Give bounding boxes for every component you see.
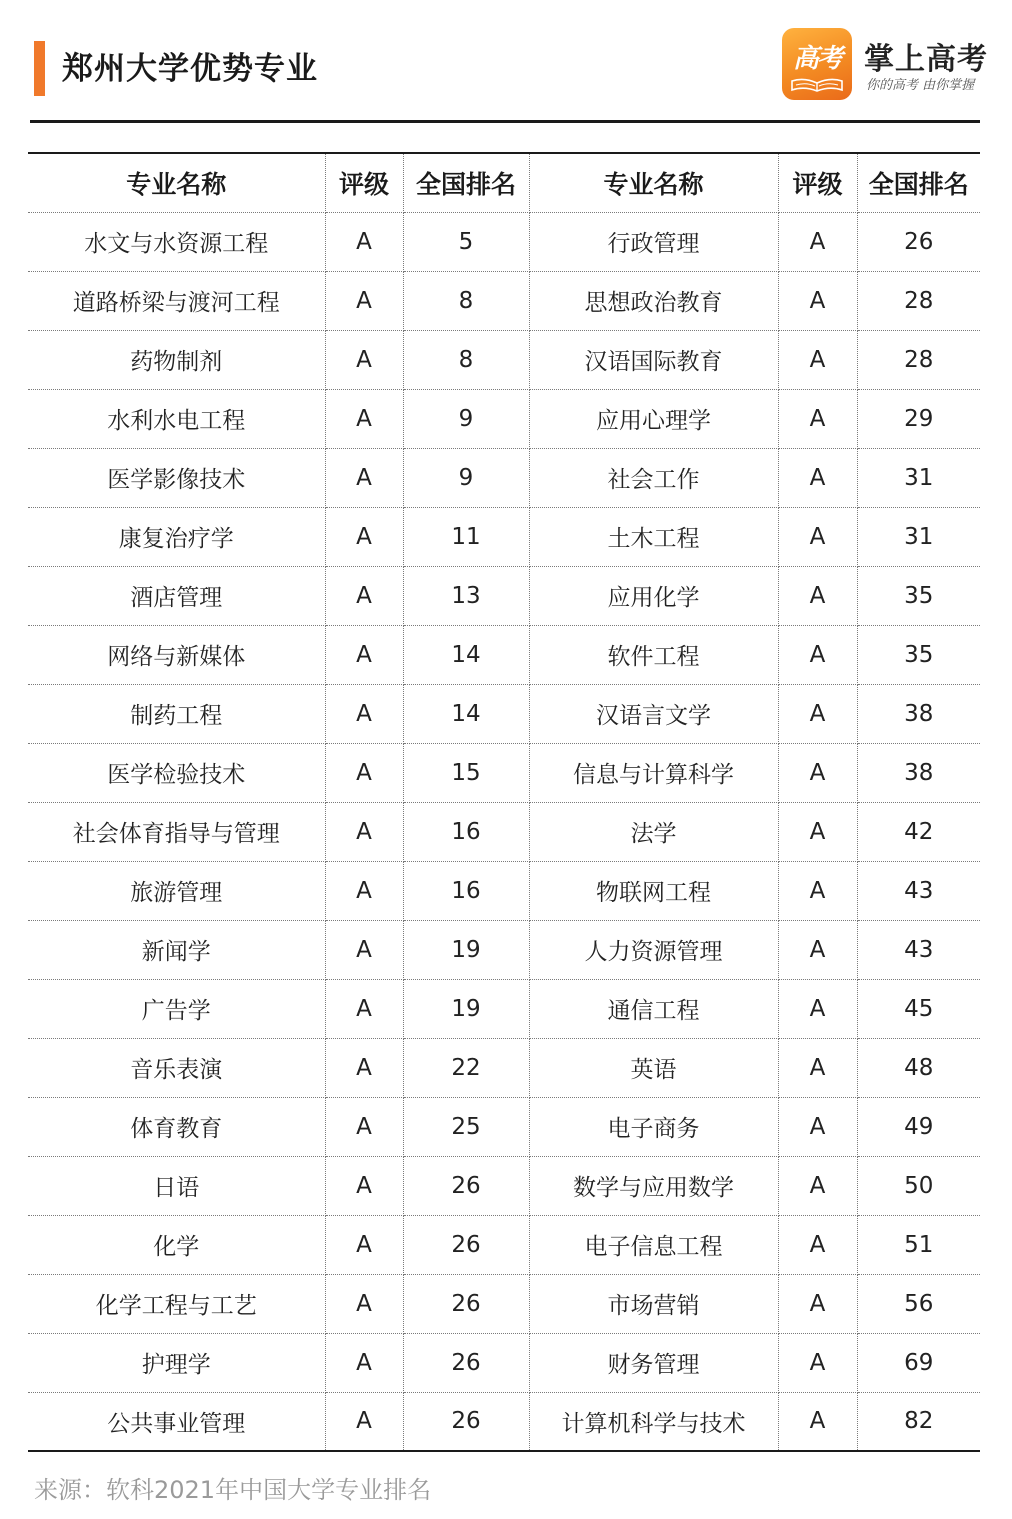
table-row	[28, 1097, 980, 1156]
national-rank-cell: 43	[857, 920, 980, 979]
national-rank-cell: 56	[857, 1274, 980, 1333]
national-rank-cell: 35	[857, 566, 980, 625]
national-rank-cell: 51	[857, 1215, 980, 1274]
major-name-cell: 化学	[28, 1215, 325, 1274]
source-note: 来源：软科2021年中国大学专业排名	[34, 1476, 432, 1504]
brand-slogan: 你的高考 由你掌握	[866, 78, 975, 93]
national-rank-cell: 82	[857, 1392, 980, 1451]
major-name-cell: 医学影像技术	[28, 448, 325, 507]
major-name-cell: 软件工程	[529, 625, 778, 684]
national-rank-cell: 26	[403, 1215, 529, 1274]
rating-cell: A	[325, 330, 403, 389]
major-name-cell: 计算机科学与技术	[529, 1392, 778, 1451]
major-name-cell: 物联网工程	[529, 861, 778, 920]
rating-cell: A	[325, 212, 403, 271]
national-rank-cell: 19	[403, 979, 529, 1038]
national-rank-cell: 42	[857, 802, 980, 861]
major-ranking-table	[28, 152, 980, 1452]
rating-cell: A	[778, 330, 857, 389]
major-name-cell: 新闻学	[28, 920, 325, 979]
table-row	[28, 920, 980, 979]
national-rank-cell: 28	[857, 271, 980, 330]
rating-cell: A	[325, 920, 403, 979]
major-name-cell: 日语	[28, 1156, 325, 1215]
table-row	[28, 507, 980, 566]
national-rank-cell: 45	[857, 979, 980, 1038]
national-rank-cell: 26	[403, 1274, 529, 1333]
major-name-cell: 信息与计算科学	[529, 743, 778, 802]
major-name-cell: 法学	[529, 802, 778, 861]
rating-cell: A	[325, 1156, 403, 1215]
rating-cell: A	[778, 861, 857, 920]
table-row	[28, 743, 980, 802]
national-rank-cell: 22	[403, 1038, 529, 1097]
rating-cell: A	[325, 684, 403, 743]
rating-cell: A	[778, 212, 857, 271]
rating-cell: A	[325, 861, 403, 920]
rating-cell: A	[325, 271, 403, 330]
major-name-cell: 社会工作	[529, 448, 778, 507]
national-rank-cell: 28	[857, 330, 980, 389]
table-row	[28, 1215, 980, 1274]
rating-cell: A	[778, 1274, 857, 1333]
table-row	[28, 330, 980, 389]
major-name-cell: 人力资源管理	[529, 920, 778, 979]
table-row	[28, 212, 980, 271]
rating-cell: A	[325, 448, 403, 507]
rating-cell: A	[778, 1392, 857, 1451]
major-name-cell: 汉语国际教育	[529, 330, 778, 389]
national-rank-cell: 11	[403, 507, 529, 566]
national-rank-cell: 16	[403, 802, 529, 861]
major-name-cell: 应用化学	[529, 566, 778, 625]
table-row	[28, 1274, 980, 1333]
major-name-cell: 制药工程	[28, 684, 325, 743]
open-book-icon	[791, 78, 843, 92]
rating-cell: A	[778, 1156, 857, 1215]
rating-cell: A	[325, 1097, 403, 1156]
national-rank-cell: 49	[857, 1097, 980, 1156]
rating-cell: A	[325, 1333, 403, 1392]
table-row	[28, 1038, 980, 1097]
major-name-cell: 酒店管理	[28, 566, 325, 625]
major-name-cell: 医学检验技术	[28, 743, 325, 802]
national-rank-cell: 29	[857, 389, 980, 448]
table-row	[28, 1392, 980, 1451]
major-name-cell: 道路桥梁与渡河工程	[28, 271, 325, 330]
national-rank-cell: 15	[403, 743, 529, 802]
rating-cell: A	[778, 1215, 857, 1274]
national-rank-cell: 9	[403, 389, 529, 448]
major-name-cell: 药物制剂	[28, 330, 325, 389]
national-rank-cell: 13	[403, 566, 529, 625]
rating-cell: A	[778, 389, 857, 448]
national-rank-cell: 8	[403, 271, 529, 330]
rating-cell: A	[325, 1038, 403, 1097]
header-divider	[30, 120, 980, 123]
major-name-cell: 通信工程	[529, 979, 778, 1038]
major-name-cell: 康复治疗学	[28, 507, 325, 566]
national-rank-cell: 9	[403, 448, 529, 507]
table-row	[28, 448, 980, 507]
table-row	[28, 1156, 980, 1215]
national-rank-cell: 38	[857, 684, 980, 743]
rating-cell: A	[778, 802, 857, 861]
title-accent-bar	[34, 41, 45, 96]
rating-cell: A	[778, 743, 857, 802]
major-name-cell: 化学工程与工艺	[28, 1274, 325, 1333]
rating-cell: A	[778, 1333, 857, 1392]
national-rank-cell: 14	[403, 625, 529, 684]
rating-cell: A	[778, 271, 857, 330]
rating-cell: A	[778, 684, 857, 743]
major-name-cell: 电子信息工程	[529, 1215, 778, 1274]
column-header: 评级	[778, 153, 857, 212]
major-name-cell: 音乐表演	[28, 1038, 325, 1097]
rating-cell: A	[325, 1274, 403, 1333]
major-name-cell: 护理学	[28, 1333, 325, 1392]
rating-cell: A	[778, 979, 857, 1038]
national-rank-cell: 26	[403, 1333, 529, 1392]
major-name-cell: 体育教育	[28, 1097, 325, 1156]
major-name-cell: 土木工程	[529, 507, 778, 566]
rating-cell: A	[778, 566, 857, 625]
major-name-cell: 行政管理	[529, 212, 778, 271]
national-rank-cell: 16	[403, 861, 529, 920]
brand-logo	[782, 28, 852, 100]
rating-cell: A	[778, 1097, 857, 1156]
national-rank-cell: 26	[403, 1156, 529, 1215]
table-row	[28, 625, 980, 684]
brand-block	[782, 28, 988, 102]
table-row	[28, 271, 980, 330]
page-title: 郑州大学优势专业	[62, 51, 318, 87]
national-rank-cell: 8	[403, 330, 529, 389]
rating-cell: A	[325, 743, 403, 802]
column-header: 全国排名	[403, 153, 529, 212]
major-name-cell: 汉语言文学	[529, 684, 778, 743]
national-rank-cell: 69	[857, 1333, 980, 1392]
column-header: 评级	[325, 153, 403, 212]
major-name-cell: 市场营销	[529, 1274, 778, 1333]
rating-cell: A	[325, 979, 403, 1038]
table-header-row	[28, 153, 980, 212]
national-rank-cell: 25	[403, 1097, 529, 1156]
major-name-cell: 广告学	[28, 979, 325, 1038]
rating-cell: A	[325, 566, 403, 625]
national-rank-cell: 50	[857, 1156, 980, 1215]
major-name-cell: 公共事业管理	[28, 1392, 325, 1451]
national-rank-cell: 26	[403, 1392, 529, 1451]
national-rank-cell: 14	[403, 684, 529, 743]
major-name-cell: 水利水电工程	[28, 389, 325, 448]
table-row	[28, 389, 980, 448]
national-rank-cell: 38	[857, 743, 980, 802]
national-rank-cell: 26	[857, 212, 980, 271]
rating-cell: A	[778, 448, 857, 507]
major-name-cell: 应用心理学	[529, 389, 778, 448]
table-row	[28, 1333, 980, 1392]
national-rank-cell: 31	[857, 448, 980, 507]
rating-cell: A	[778, 1038, 857, 1097]
rating-cell: A	[325, 389, 403, 448]
column-header: 全国排名	[857, 153, 980, 212]
major-name-cell: 社会体育指导与管理	[28, 802, 325, 861]
table-row	[28, 566, 980, 625]
rating-cell: A	[778, 507, 857, 566]
national-rank-cell: 35	[857, 625, 980, 684]
table-row	[28, 684, 980, 743]
major-name-cell: 旅游管理	[28, 861, 325, 920]
major-name-cell: 电子商务	[529, 1097, 778, 1156]
rating-cell: A	[325, 1215, 403, 1274]
column-header: 专业名称	[529, 153, 778, 212]
major-name-cell: 数学与应用数学	[529, 1156, 778, 1215]
rating-cell: A	[778, 625, 857, 684]
rating-cell: A	[778, 920, 857, 979]
brand-logo-text: 高考	[792, 44, 841, 74]
national-rank-cell: 48	[857, 1038, 980, 1097]
major-name-cell: 网络与新媒体	[28, 625, 325, 684]
page-header	[0, 0, 1012, 122]
national-rank-cell: 19	[403, 920, 529, 979]
national-rank-cell: 43	[857, 861, 980, 920]
major-name-cell: 英语	[529, 1038, 778, 1097]
major-name-cell: 财务管理	[529, 1333, 778, 1392]
column-header: 专业名称	[28, 153, 325, 212]
table-row	[28, 979, 980, 1038]
table-row	[28, 802, 980, 861]
rating-cell: A	[325, 1392, 403, 1451]
rating-cell: A	[325, 802, 403, 861]
brand-name: 掌上高考	[864, 42, 988, 77]
major-name-cell: 水文与水资源工程	[28, 212, 325, 271]
national-rank-cell: 5	[403, 212, 529, 271]
table-body	[28, 212, 980, 1451]
table-row	[28, 861, 980, 920]
national-rank-cell: 31	[857, 507, 980, 566]
rating-cell: A	[325, 507, 403, 566]
major-name-cell: 思想政治教育	[529, 271, 778, 330]
rating-cell: A	[325, 625, 403, 684]
